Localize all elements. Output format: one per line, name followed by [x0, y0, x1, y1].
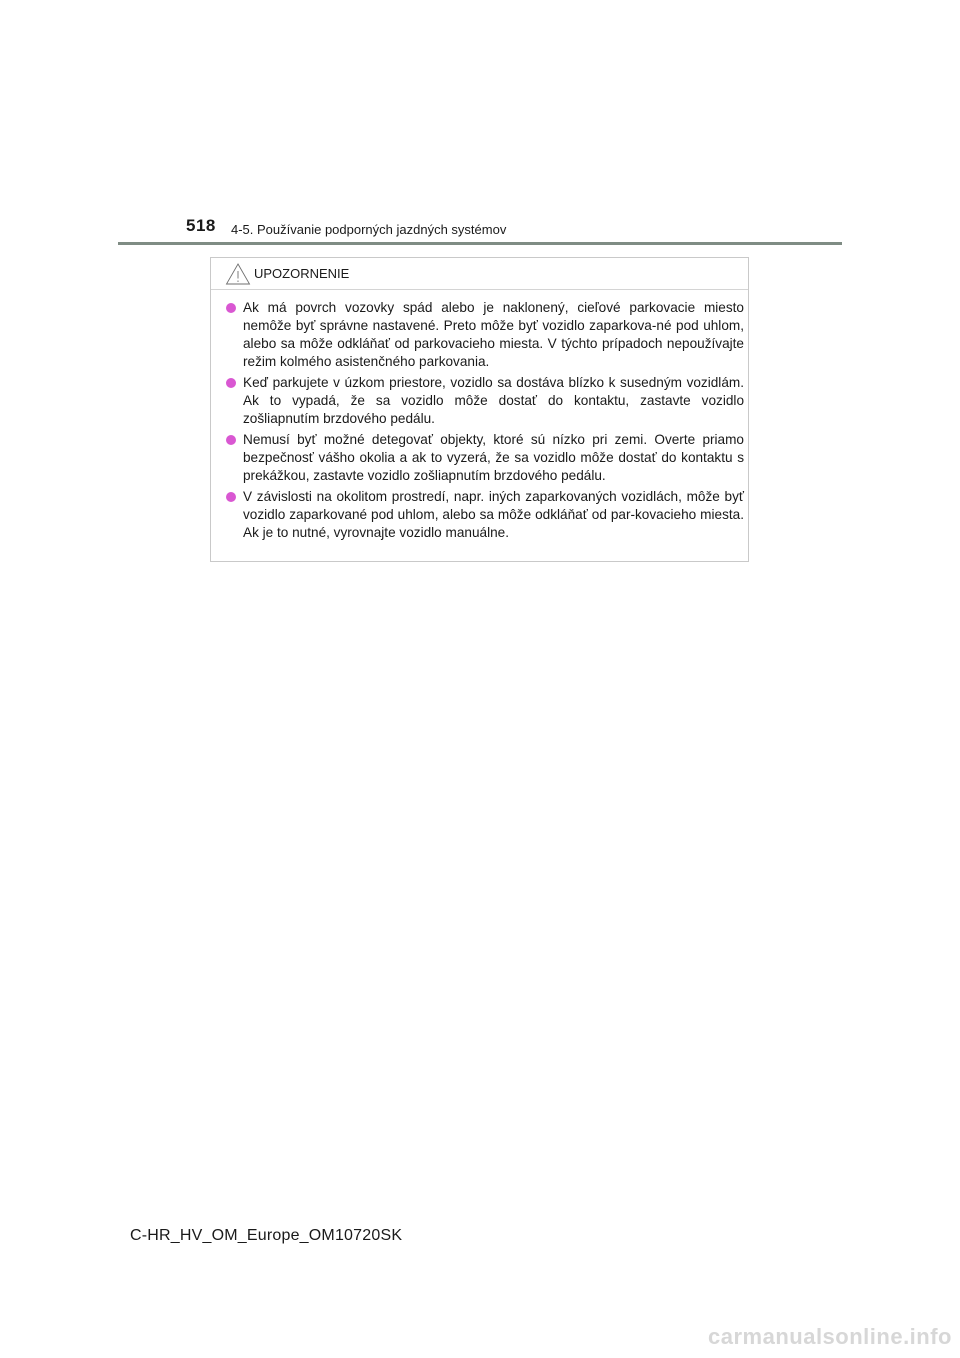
warning-item	[226, 431, 744, 485]
bullet-icon	[226, 435, 236, 445]
header-divider	[118, 242, 842, 245]
page-number: 518	[186, 216, 216, 235]
bullet-icon	[226, 378, 236, 388]
warning-item-text: Ak má povrch vozovky spád alebo je naklonený, cieľové parkovacie miesto nemôže byť správne nastavené. Preto môže byť vozidlo zaparkova-né pod uhlom, alebo sa môže odkláňať od parkovacieho miesta. V týchto prípadoch nepoužívajte režim kolmého asistenčného parkovania.	[243, 300, 744, 369]
warning-triangle-icon	[225, 262, 251, 286]
warning-list	[226, 299, 744, 545]
warning-item-text: Nemusí byť možné detegovať objekty, ktoré sú nízko pri zemi. Overte priamo bezpečnosť vášho okolia a ak to vyzerá, že sa vozidlo môže dostať do kontaktu s prekážkou, zastavte vozidlo zošliapnutím brzdového pedálu.	[243, 432, 744, 483]
watermark: carmanualsonline.info	[708, 1324, 952, 1349]
warning-item	[226, 374, 744, 428]
warning-item-text: Keď parkujete v úzkom priestore, vozidlo sa dostáva blízko k susedným vozidlám. Ak to vypadá, že sa vozidlo môže dostať do kontaktu, zastavte vozidlo zošliapnutím brzdového pedálu.	[243, 375, 744, 426]
warning-item-text: V závislosti na okolitom prostredí, napr. iných zaparkovaných vozidlách, môže byť vozidlo zaparkované pod uhlom, alebo sa môže odkláňať od par-kovacieho miesta. Ak je to nutné, vyrovnajte vozidlo manuálne.	[243, 489, 744, 540]
section-title: 4-5. Používanie podporných jazdných systémov	[231, 222, 507, 237]
warning-box	[210, 257, 749, 562]
bullet-icon	[226, 303, 236, 313]
warning-header	[211, 258, 748, 290]
bullet-icon	[226, 492, 236, 502]
warning-item	[226, 488, 744, 542]
document-code: C-HR_HV_OM_Europe_OM10720SK	[130, 1227, 403, 1244]
warning-title: UPOZORNENIE	[254, 266, 350, 281]
warning-item	[226, 299, 744, 371]
